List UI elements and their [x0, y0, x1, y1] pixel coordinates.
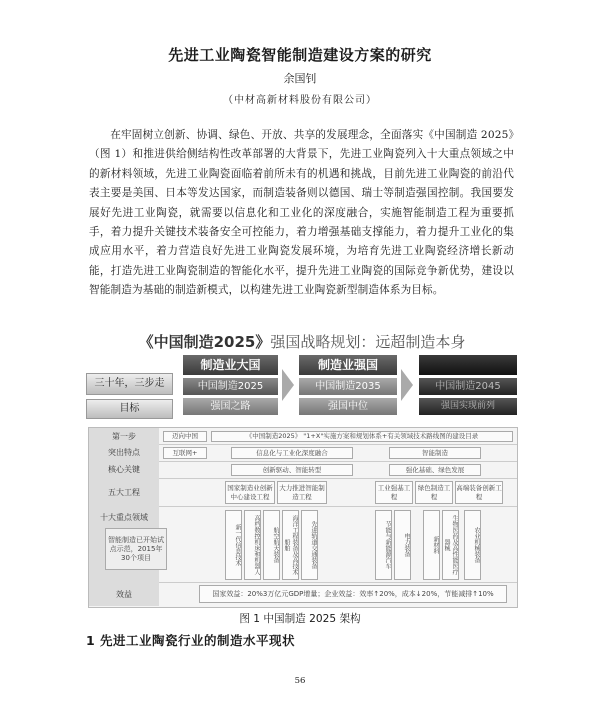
body-line: 先进工业陶瓷发展环境，为培育先进工业陶瓷经济增长新动能，打造先进工业陶	[89, 245, 514, 277]
field-item: 新材料	[423, 510, 440, 580]
stage3-main	[419, 355, 517, 375]
label-thirty-years: 三十年，三步走	[86, 373, 173, 395]
row-text-2: 智能制造	[389, 447, 481, 459]
body-line: 基础的制造新模式，以构建先进工业陶瓷新型制造体系为目标。	[142, 284, 444, 297]
label-goal: 目标	[86, 399, 173, 419]
body-line: 瓷制造的智能化水平，提升先进工业陶瓷的国际竞争新优势，建设以智能制造为	[89, 264, 515, 297]
field-item: 新一代信息技术	[225, 510, 242, 580]
row-tag: 迈向中国	[163, 431, 207, 442]
field-item: 生物医药及高性能医疗器械	[442, 510, 459, 580]
figure-banner-rest: 强国战略规划：远超制造本身	[270, 333, 466, 351]
project-item: 绿色制造工程	[415, 481, 453, 504]
intro-paragraph	[89, 126, 514, 301]
stage2-main: 制造业强国	[299, 355, 397, 375]
framework-grid	[88, 427, 518, 608]
row-label: 效益	[89, 582, 159, 606]
benefits-text: 国家效益：20%3万亿元GDP增量；企业效益：效率↑20%，成本↓20%，节能减排↑10%	[199, 585, 507, 603]
row-step-one	[89, 428, 517, 445]
row-label: 五大工程	[89, 478, 159, 506]
project-item: 大力推进智能制造工程	[277, 481, 327, 504]
row-label: 核心关键	[89, 461, 159, 478]
figure-banner	[83, 331, 521, 352]
stage3-sub1: 中国制造2045	[419, 378, 517, 395]
stage2-sub1: 中国制造2035	[299, 378, 397, 395]
project-item: 高端装备创新工程	[455, 481, 503, 504]
body-line: 造 2025》（图 1）和推进供给侧结构性改革部署的大背景下，先进工业陶瓷列入	[89, 129, 514, 161]
page-number: 56	[294, 676, 306, 686]
stage1-sub2: 强国之路	[183, 398, 278, 415]
field-item: 节能与新能源汽车	[375, 510, 392, 580]
row-text-1: 信息化与工业化深度融合	[231, 447, 353, 459]
row-ten-fields	[89, 506, 517, 583]
row-text-1: 创新驱动、智能转型	[231, 464, 353, 476]
row-label: 突出特点	[89, 444, 159, 461]
row-core	[89, 461, 517, 479]
row-five-projects	[89, 478, 517, 507]
row-tag: 互联网+	[163, 447, 207, 459]
pilot-note: 智能制造已开始试点示范，2015年30个项目	[105, 528, 167, 570]
row-label: 十大重点领域	[89, 506, 159, 582]
field-item: 先进轨道交通装备	[301, 510, 318, 580]
body-line: 十大重点领域之中的新材料领域，先进工业陶瓷面临着前所未有的机遇和挑战，	[89, 148, 515, 180]
field-item: 农业机械装备	[464, 510, 481, 580]
paper-title: 先进工业陶瓷智能制造建设方案的研究	[168, 46, 432, 64]
stage1-main: 制造业大国	[183, 355, 278, 375]
row-features	[89, 444, 517, 462]
author-name: 余国钊	[283, 72, 317, 85]
project-item: 工业强基工程	[375, 481, 413, 504]
field-item: 航空航天装备	[263, 510, 280, 580]
figure-china-2025-framework	[83, 331, 521, 606]
body-line: 目前先进工业陶瓷的前沿代表主要是美国、日本等发达国家，而制造装备则以德	[89, 167, 514, 200]
body-line: 能力，着力增强基础支撑能力，着力提升工业化的集成应用水平，着力营造良好	[89, 226, 514, 258]
project-item: 国家制造业创新中心建设工程	[225, 481, 275, 504]
field-item: 电力装备	[394, 510, 411, 580]
author-affiliation: （中材高新材料股份有限公司）	[223, 95, 377, 106]
field-item: 高档数控机床和机器人	[244, 510, 261, 580]
stage1-sub1: 中国制造2025	[183, 378, 278, 395]
field-item: 海洋工程装备及高技术船舶	[282, 510, 299, 580]
arrow-icon	[401, 369, 413, 401]
row-label: 第一步	[89, 428, 159, 444]
body-line: 国、瑞士等制造强国控制。我国要发展好先进工业陶瓷，就需要以信息化和工业	[89, 187, 514, 219]
body-line: 在牢固树立创新、协调、绿色、开放、共享的发展理念，全面落实《中国制	[110, 129, 467, 141]
figure-banner-bold: 《中国制造2025》	[138, 333, 271, 351]
body-line: 化的深度融合，实施智能制造工程为重要抓手，着力提升关键技术装备安全可控	[89, 206, 514, 239]
figure-caption: 图 1 中国制造 2025 架构	[239, 613, 361, 625]
stage3-sub2: 强国实现前列	[419, 398, 517, 415]
arrow-icon	[282, 369, 294, 401]
row-benefits	[89, 582, 517, 606]
row-text: 《中国制造2025》 "1+X"实施方案和规划体系+有关领域技术路线图的建设目录	[211, 431, 513, 442]
section-heading: 1 先进工业陶瓷行业的制造水平现状	[86, 633, 296, 648]
row-text-2: 强化基础、绿色发展	[389, 464, 481, 476]
stage2-sub2: 强国中位	[299, 398, 397, 415]
